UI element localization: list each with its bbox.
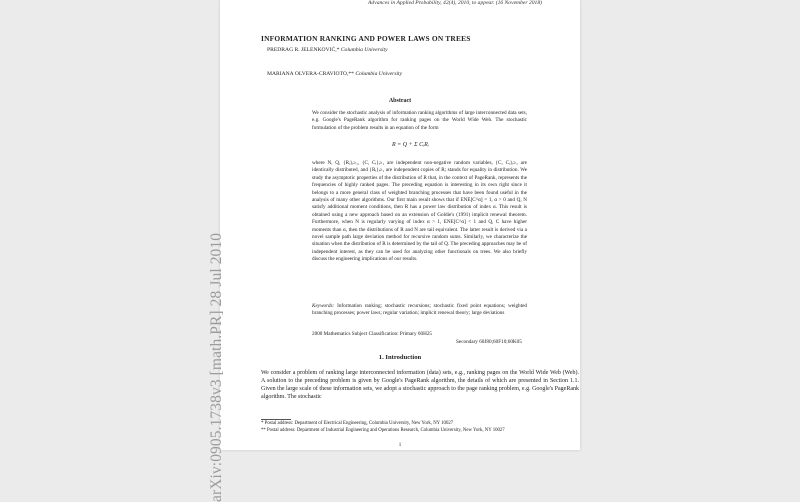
- keywords-label: Keywords:: [312, 303, 335, 309]
- footnote: ** Postal address: Department of Industrial Engineering and Operations Research, Columbia University, New York, NY 10027: [261, 428, 505, 433]
- author-line: [267, 47, 388, 53]
- author-affiliation: Columbia University: [340, 47, 388, 53]
- msc-primary: 2000 Mathematics Subject Classification: Primary 60H25: [312, 331, 433, 337]
- footnote: * Postal address: Department of Electrical Engineering, Columbia University, New York, NY 10027: [261, 421, 454, 426]
- abstract-heading: Abstract: [388, 98, 412, 104]
- section-heading: 1. Introduction: [378, 354, 422, 361]
- author-line: [267, 71, 402, 77]
- abstract-paragraph: We consider the stochastic analysis of information ranking algorithms of large interconnected data sets, e.g. Google's PageRank algorithm for ranking pages on the World Wide Web. The stochastic formulation of the problem results in an equation of the form: [312, 110, 527, 131]
- keywords: [312, 303, 527, 318]
- author-name: PREDRAG R. JELENKOVIĆ,*: [267, 47, 340, 53]
- intro-paragraph: We consider a problem of ranking large interconnected information (data) sets, e.g., ranking pages on the World Wide Web (Web). A solution to the preceding problem is given by Google's PageRank algorithm, the details of which are presented in Section 1.1. Given the large scale of these information sets, we adopt a stochastic approach to the page ranking problem, e.g. Google's PageRank algorithm. The stochastic: [261, 370, 579, 400]
- author-name: MARIANA OLVERA-CRAVIOTO,**: [267, 71, 354, 77]
- paper-title: INFORMATION RANKING AND POWER LAWS ON TREES: [261, 34, 471, 43]
- display-equation: R = Q + Σ CᵢRᵢ: [392, 142, 429, 148]
- footnote-rule: [261, 419, 291, 420]
- author-affiliation: Columbia University: [355, 71, 403, 77]
- abstract-paragraph: where N, Q, {Rᵢ}ᵢ≥₁, {C, Cᵢ}ᵢ≥₁ are independent non-negative random variables, {C, Cᵢ}ᵢ≥₁ are identically distributed, and {Rᵢ}ᵢ≥₁ are independent copies of R; stands for equality in distribution. We study the asymptotic properties of the distribution of R that, in the context of PageRank, represents the frequencies of highly ranked pages. The preceding equation is interesting in its own right since it belongs to a more general class of weighted branching processes that have been found useful in the analysis of many other algorithms. Our first main result shows that if ENE[C^α] = 1, α > 0 and Q, N satisfy additional moment conditions, then R has a power law distribution of index α. This result is obtained using a new approach based on an extension of Goldie's (1991) implicit renewal theorem. Furthermore, when N is regularly varying of index α > 1, ENE[C^α] < 1 and Q, C have higher moments than α, then the distributions of R and N are tail equivalent. The latter result is derived via a novel sample path large deviation method for recursive random sums. Similarly, we characterize the situation when the distribution of R is determined by the tail of Q. The preceding approaches may be of independent interest, as they can be used for analyzing other functionals on trees. We also briefly discuss the engineering implications of our results.: [312, 160, 527, 263]
- keywords-text: Information ranking; stochastic recursions; stochastic fixed point equations; weighted branching processes; power laws; regular variation; implicit renewal theory; large deviations: [312, 303, 527, 317]
- page-number: 1: [398, 443, 402, 448]
- paper-page: [208, 0, 580, 502]
- journal-header-note: Advances in Applied Probability, 42(4), 2010, to appear. (16 November 2018): [368, 0, 543, 6]
- msc-secondary: Secondary 60J80;60F10;60K05: [456, 339, 522, 345]
- arxiv-stamp: arXiv:0905.1738v3 [math.PR] 28 Jul 2010: [208, 232, 225, 502]
